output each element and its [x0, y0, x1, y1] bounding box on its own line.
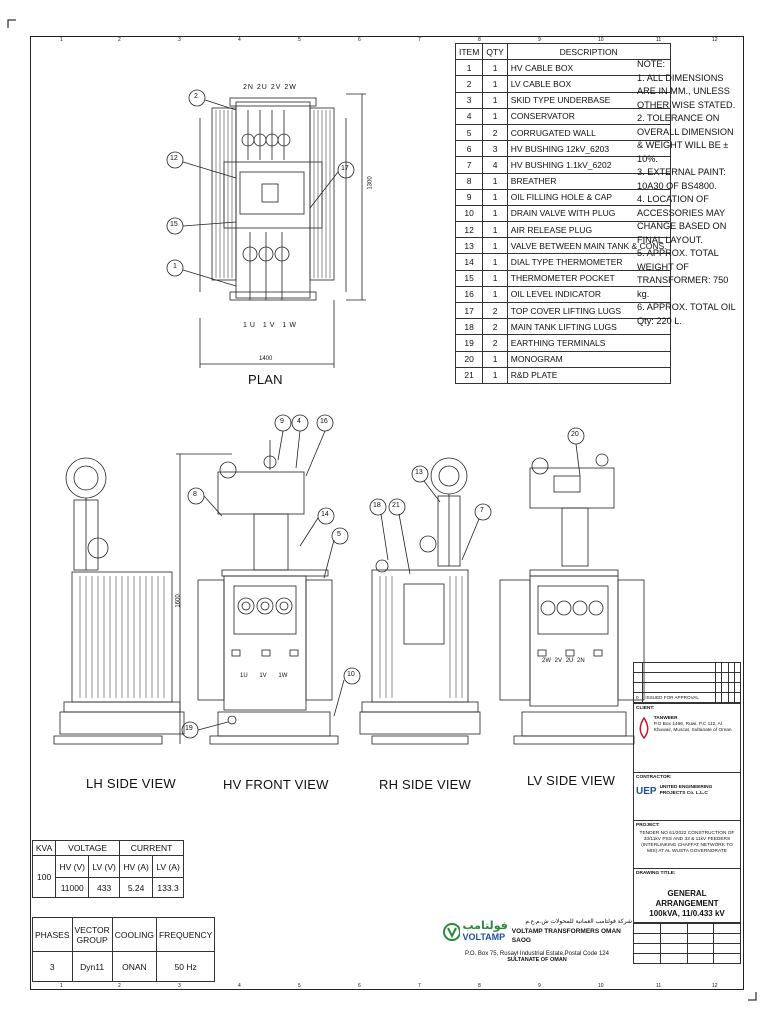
grid-column-9: 9: [538, 983, 541, 989]
drawing-info-table: [633, 923, 741, 964]
items-cell-description: TOP COVER LIFTING LUGS: [507, 303, 670, 319]
hv-front-terminals: 1U 1V 1W: [240, 673, 288, 679]
rating-lv-a-header: LV (A): [153, 856, 184, 878]
client-label: CLIENT:: [636, 706, 655, 711]
items-cell-description: OIL LEVEL INDICATOR: [507, 286, 670, 302]
phase-value-phases: 3: [33, 952, 73, 982]
items-cell-item: 9: [456, 189, 483, 205]
items-cell-qty: 1: [483, 60, 507, 76]
items-cell-description: THERMOMETER POCKET: [507, 270, 670, 286]
lv-side-view-label: LV SIDE VIEW: [527, 773, 616, 788]
plan-hv-terminals: 1U 1V 1W: [243, 322, 299, 329]
grid-column-12: 12: [712, 37, 718, 43]
items-cell-qty: 2: [483, 124, 507, 140]
revision-table: [633, 662, 741, 703]
rh-callout-7: 7: [480, 507, 484, 514]
items-cell-item: 8: [456, 173, 483, 189]
grid-column-11: 11: [656, 37, 662, 43]
items-cell-description: DIAL TYPE THERMOMETER: [507, 254, 670, 270]
plan-callout-2: 2: [194, 93, 198, 100]
items-cell-description: LV CABLE BOX: [507, 76, 670, 92]
plan-width-dimension: 1400: [259, 356, 273, 362]
contractor-section: [633, 773, 741, 821]
items-header-qty: QTY: [483, 44, 507, 60]
items-cell-description: CONSERVATOR: [507, 108, 670, 124]
items-cell-item: 18: [456, 319, 483, 335]
company-arabic-name: شركة فولتامب العمانية للمحولات ش.م.ع.م: [525, 919, 632, 925]
items-cell-qty: 1: [483, 222, 507, 238]
items-header-description: DESCRIPTION: [507, 44, 670, 60]
items-cell-qty: 1: [483, 238, 507, 254]
items-cell-qty: 1: [483, 254, 507, 270]
phase-value-cooling: ONAN: [112, 952, 156, 982]
items-cell-qty: 1: [483, 270, 507, 286]
items-table-row: [456, 351, 671, 367]
note-1: 1. ALL DIMENSIONS ARE IN MM., UNLESS OTHER WISE STATED.: [637, 72, 736, 110]
grid-column-11: 11: [656, 983, 662, 989]
project-label: PROJECT:: [636, 823, 660, 828]
items-cell-qty: 4: [483, 157, 507, 173]
items-cell-description: HV CABLE BOX: [507, 60, 670, 76]
hv-callout-9: 9: [280, 418, 284, 425]
grid-column-7: 7: [418, 983, 421, 989]
revision-description: ISSUED FOR APPROVAL: [643, 693, 716, 703]
hv-callout-19: 19: [185, 725, 193, 732]
lh-side-view-label: LH SIDE VIEW: [86, 776, 176, 791]
items-cell-qty: 1: [483, 92, 507, 108]
client-logo-icon: [636, 716, 652, 740]
items-cell-description: SKID TYPE UNDERBASE: [507, 92, 670, 108]
note-5: 5. APPROX. TOTAL WEIGHT OF TRANSFORMER: 750 kg.: [637, 248, 729, 299]
items-cell-qty: 1: [483, 367, 507, 383]
rh-callout-13: 13: [415, 469, 423, 476]
rating-lv-v-header: LV (V): [89, 856, 120, 878]
items-table-row: [456, 335, 671, 351]
drawing-title-label: DRAWING TITLE:: [636, 871, 676, 876]
items-cell-item: 21: [456, 367, 483, 383]
hv-callout-14: 14: [321, 511, 329, 518]
hv-front-view-label: HV FRONT VIEW: [223, 777, 329, 792]
items-cell-item: 4: [456, 108, 483, 124]
note-4: 4. LOCATION OF ACCESSORIES MAY CHANGE BASED ON FINAL LAYOUT.: [637, 194, 727, 245]
items-cell-qty: 3: [483, 141, 507, 157]
grid-column-2: 2: [118, 37, 121, 43]
rating-hv-v-value: 11000: [56, 878, 89, 898]
phase-header-cooling: COOLING: [112, 918, 156, 952]
rating-lv-a-value: 133.3: [153, 878, 184, 898]
grid-column-2: 2: [118, 983, 121, 989]
items-cell-description: EARTHING TERMINALS: [507, 335, 670, 351]
rh-side-view-label: RH SIDE VIEW: [379, 777, 471, 792]
hv-callout-16: 16: [320, 418, 328, 425]
rating-kva-value: 100: [33, 856, 56, 898]
company-address: P.O. Box 75, Rusayl Industrial Estate,Postal Code 124: [465, 951, 609, 957]
company-name: VOLTAMP TRANSFORMERS OMAN SAOG: [511, 928, 621, 944]
grid-column-4: 4: [238, 37, 241, 43]
grid-column-4: 4: [238, 983, 241, 989]
items-cell-item: 19: [456, 335, 483, 351]
notes-title: NOTE:: [637, 59, 666, 69]
drawing-title-section: [633, 869, 741, 923]
grid-column-3: 3: [178, 37, 181, 43]
phase-value-frequency: 50 Hz: [156, 952, 214, 982]
company-country: SULTANATE OF OMAN: [507, 957, 567, 963]
revision-number: 0: [634, 693, 643, 703]
project-section: [633, 821, 741, 869]
client-section: [633, 703, 741, 773]
items-cell-qty: 1: [483, 286, 507, 302]
items-cell-item: 7: [456, 157, 483, 173]
grid-column-1: 1: [60, 983, 63, 989]
hv-callout-8: 8: [193, 491, 197, 498]
lv-side-terminals: 2W 2V 2U 2N: [542, 658, 585, 664]
items-cell-item: 10: [456, 205, 483, 221]
grid-column-6: 6: [358, 983, 361, 989]
grid-column-9: 9: [538, 37, 541, 43]
items-cell-description: OIL FILLING HOLE & CAP: [507, 189, 670, 205]
plan-height-dimension: 1300: [367, 176, 374, 190]
plan-callout-1: 1: [173, 263, 177, 270]
hv-callout-10: 10: [347, 671, 355, 678]
rating-table: [32, 840, 184, 898]
client-address: P.O Box 1466, Ruwi, P.C 112, Al Khuwair, Muscat, Sultanate of Oman: [653, 722, 732, 733]
items-cell-description: DRAIN VALVE WITH PLUG: [507, 205, 670, 221]
grid-column-3: 3: [178, 983, 181, 989]
plan-callout-12: 12: [170, 155, 178, 162]
voltamp-arabic-logo: فولتامب: [462, 920, 508, 932]
items-cell-item: 17: [456, 303, 483, 319]
drawing-subtitle: 100kVA, 11/0.433 kV: [649, 909, 725, 918]
items-cell-item: 1: [456, 60, 483, 76]
plan-lv-terminals: 2N 2U 2V 2W: [243, 84, 297, 91]
client-name: TANWEER: [653, 716, 678, 721]
hv-callout-5: 5: [337, 531, 341, 538]
grid-column-7: 7: [418, 37, 421, 43]
voltamp-logo-icon: [442, 922, 460, 942]
grid-column-12: 12: [712, 983, 718, 989]
contractor-name: UNITED ENGINEERING PROJECTS Co. L.L.C: [659, 785, 713, 796]
contractor-logo-icon: UEP: [636, 785, 657, 797]
title-block: [633, 662, 741, 964]
grid-column-8: 8: [478, 983, 481, 989]
notes-block: [637, 58, 741, 328]
rating-lv-v-value: 433: [89, 878, 120, 898]
items-cell-qty: 1: [483, 351, 507, 367]
items-cell-qty: 1: [483, 173, 507, 189]
rating-kva-header: KVA: [33, 841, 56, 856]
items-cell-item: 3: [456, 92, 483, 108]
voltamp-logo-text: VOLTAMP: [462, 932, 506, 942]
phase-header-phases: PHASES: [33, 918, 73, 952]
company-block: [442, 918, 632, 963]
items-cell-qty: 1: [483, 108, 507, 124]
items-cell-qty: 2: [483, 335, 507, 351]
hv-callout-4: 4: [297, 418, 301, 425]
items-cell-description: VALVE BETWEEN MAIN TANK & CONS.: [507, 238, 670, 254]
items-cell-item: 13: [456, 238, 483, 254]
phase-header-frequency: FREQUENCY: [156, 918, 214, 952]
phase-table: [32, 917, 215, 982]
items-header-item: ITEM: [456, 44, 483, 60]
rating-current-header: CURRENT: [120, 841, 184, 856]
items-cell-description: HV BUSHING 12kV_6203: [507, 141, 670, 157]
items-cell-qty: 1: [483, 189, 507, 205]
items-cell-description: AIR RELEASE PLUG: [507, 222, 670, 238]
drawing-title: GENERAL ARRANGEMENT: [655, 889, 719, 908]
lh-height-dimension: 1600: [175, 594, 182, 608]
rh-callout-21: 21: [392, 502, 400, 509]
items-cell-description: MAIN TANK LIFTING LUGS: [507, 319, 670, 335]
contractor-label: CONTRACTOR:: [636, 775, 672, 780]
project-text: TENDER NO 61/2022 CONSTRUCTION OF 33/11kV PSS AND 33 & 11kV FEEDERS (INTERLINKING CHAFFAT NETWORK TO MIS) AT AL WUSTA GOVERNORATE: [639, 831, 735, 854]
grid-column-6: 6: [358, 37, 361, 43]
items-cell-item: 2: [456, 76, 483, 92]
grid-column-1: 1: [60, 37, 63, 43]
phase-value-vector-group: Dyn11: [72, 952, 112, 982]
grid-column-10: 10: [598, 983, 604, 989]
items-cell-item: 15: [456, 270, 483, 286]
rating-hv-a-value: 5.24: [120, 878, 153, 898]
plan-callout-15: 15: [170, 221, 178, 228]
items-cell-description: HV BUSHING 1.1kV_6202: [507, 157, 670, 173]
items-cell-item: 6: [456, 141, 483, 157]
items-cell-description: CORRUGATED WALL: [507, 124, 670, 140]
plan-callout-17: 17: [341, 165, 349, 172]
grid-column-5: 5: [298, 983, 301, 989]
rating-voltage-header: VOLTAGE: [56, 841, 120, 856]
items-table-row: [456, 367, 671, 383]
rh-callout-18: 18: [373, 502, 381, 509]
note-2: 2. TOLERANCE ON OVERALL DIMENSION & WEIGHT WILL BE ± 10%.: [637, 113, 734, 164]
items-cell-description: R&D PLATE: [507, 367, 670, 383]
grid-column-10: 10: [598, 37, 604, 43]
plan-label: PLAN: [248, 372, 283, 387]
lv-callout-20: 20: [571, 431, 579, 438]
items-cell-qty: 1: [483, 76, 507, 92]
items-cell-qty: 2: [483, 303, 507, 319]
items-cell-item: 12: [456, 222, 483, 238]
items-cell-qty: 1: [483, 205, 507, 221]
rating-hv-a-header: HV (A): [120, 856, 153, 878]
grid-column-8: 8: [478, 37, 481, 43]
phase-header-vector-group: VECTOR GROUP: [72, 918, 112, 952]
items-cell-description: BREATHER: [507, 173, 670, 189]
items-cell-item: 5: [456, 124, 483, 140]
note-6: 6. APPROX. TOTAL OIL Qty: 220 L.: [637, 302, 736, 326]
grid-column-5: 5: [298, 37, 301, 43]
items-cell-item: 20: [456, 351, 483, 367]
items-cell-item: 14: [456, 254, 483, 270]
items-cell-item: 16: [456, 286, 483, 302]
note-3: 3. EXTERNAL PAINT: 10A30 OF BS4800.: [637, 167, 726, 191]
items-cell-description: MONOGRAM: [507, 351, 670, 367]
rating-hv-v-header: HV (V): [56, 856, 89, 878]
items-cell-qty: 2: [483, 319, 507, 335]
